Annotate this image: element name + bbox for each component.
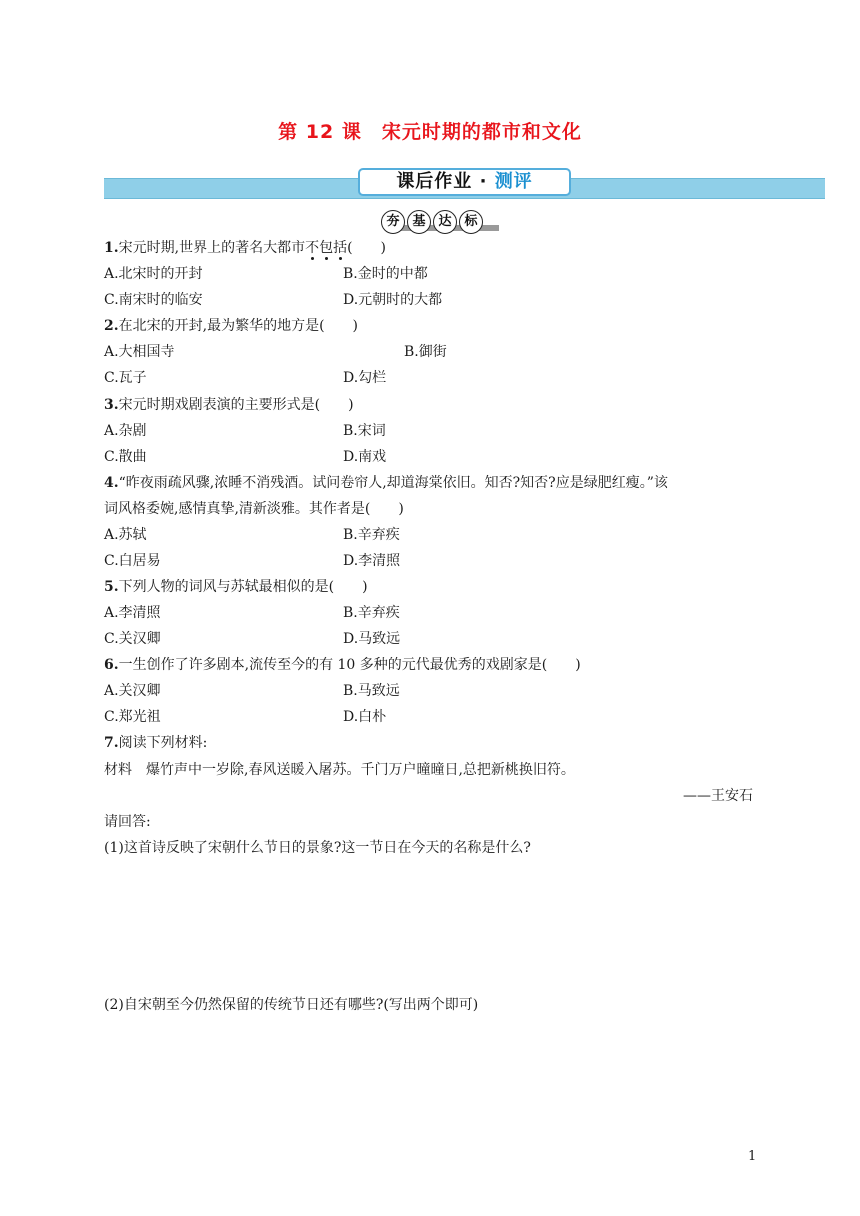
option-b: B.金时的中都: [343, 266, 428, 282]
question-number: 1.: [104, 240, 119, 256]
question-number: 4.: [104, 475, 119, 491]
sub-question-2: (2)自宋朝至今仍然保留的传统节日还有哪些?(写出两个即可): [104, 997, 479, 1013]
option-c: C.南宋时的临安: [104, 292, 203, 308]
option-a: A.杂剧: [104, 423, 147, 439]
question-text: 下列人物的词风与苏轼最相似的是( ): [118, 579, 368, 595]
option-c: C.散曲: [104, 449, 147, 465]
option-row: [104, 628, 401, 648]
question-text: 宋元时期,世界上的著名大都市: [118, 240, 306, 256]
option-a: A.北宋时的开封: [104, 266, 203, 282]
option-row: [104, 367, 387, 387]
section-banner: [358, 168, 571, 196]
answer-prompt: 请回答:: [104, 814, 151, 830]
answer-blank: ( ): [347, 240, 387, 256]
option-c: C.瓦子: [104, 370, 147, 386]
banner-label: 课后作业 ·: [396, 171, 495, 192]
question-5: [104, 576, 368, 596]
option-b: B.御街: [404, 344, 447, 360]
question-number: 6.: [104, 657, 119, 673]
emphasis-char: 包: [319, 240, 334, 256]
poem-author: ——王安石: [683, 788, 753, 804]
option-d: D.李清照: [343, 553, 401, 569]
question-number: 2.: [104, 318, 119, 334]
option-row: [104, 341, 447, 361]
option-b: B.宋词: [343, 423, 386, 439]
option-c: C.关汉卿: [104, 631, 161, 647]
emphasis-char: 括: [333, 240, 348, 256]
option-row: [104, 446, 387, 466]
option-row: [104, 602, 400, 622]
option-b: B.辛弃疾: [343, 527, 400, 543]
question-6: [104, 654, 581, 674]
emphasis-char: 不: [305, 240, 320, 256]
option-d: D.元朝时的大都: [343, 292, 443, 308]
option-row: [104, 680, 400, 700]
question-7: [104, 732, 207, 752]
option-row: [104, 263, 428, 283]
option-a: A.苏轼: [104, 527, 147, 543]
option-b: B.辛弃疾: [343, 605, 400, 621]
option-a: A.大相国寺: [104, 344, 175, 360]
badge-char: 夯: [381, 210, 405, 234]
option-d: D.白朴: [343, 709, 387, 725]
option-a: A.李清照: [104, 605, 161, 621]
badge-char: 基: [407, 210, 431, 234]
badge-char: 达: [433, 210, 457, 234]
badge-char: 标: [459, 210, 483, 234]
question-4: [104, 472, 668, 492]
question-1: [104, 237, 386, 257]
sub-question-1: (1)这首诗反映了宋朝什么节日的景象?这一节日在今天的名称是什么?: [104, 840, 531, 856]
option-row: [104, 706, 387, 726]
option-b: B.马致远: [343, 683, 400, 699]
option-row: [104, 524, 400, 544]
banner-label-highlight: 测评: [494, 171, 533, 192]
question-text: “昨夜雨疏风骤,浓睡不消残酒。试问卷帘人,却道海棠依旧。知否?知否?应是绿肥红瘦。”该: [118, 475, 668, 491]
page-title: 第 12 课 宋元时期的都市和文化: [278, 121, 582, 143]
option-a: A.关汉卿: [104, 683, 161, 699]
page-number: 1: [748, 1149, 757, 1164]
question-4-cont: 词风格委婉,感情真挚,清新淡雅。其作者是( ): [104, 501, 404, 517]
option-c: C.白居易: [104, 553, 161, 569]
material-text: 材料 爆竹声中一岁除,春风送暖入屠苏。千门万户曈曈日,总把新桃换旧符。: [104, 762, 575, 778]
question-number: 3.: [104, 397, 119, 413]
option-d: D.南戏: [343, 449, 387, 465]
question-2: [104, 315, 358, 335]
question-text: 阅读下列材料:: [118, 735, 208, 751]
option-row: [104, 550, 401, 570]
question-number: 5.: [104, 579, 119, 595]
option-c: C.郑光祖: [104, 709, 161, 725]
question-text: 宋元时期戏剧表演的主要形式是( ): [118, 397, 354, 413]
question-text: 一生创作了许多剧本,流传至今的有 10 多种的元代最优秀的戏剧家是( ): [118, 657, 581, 673]
option-d: D.勾栏: [343, 370, 387, 386]
level-badge: [381, 210, 485, 234]
question-3: [104, 394, 354, 414]
option-row: [104, 289, 443, 309]
option-row: [104, 420, 386, 440]
question-text: 在北宋的开封,最为繁华的地方是( ): [118, 318, 358, 334]
question-number: 7.: [104, 735, 119, 751]
option-d: D.马致远: [343, 631, 401, 647]
